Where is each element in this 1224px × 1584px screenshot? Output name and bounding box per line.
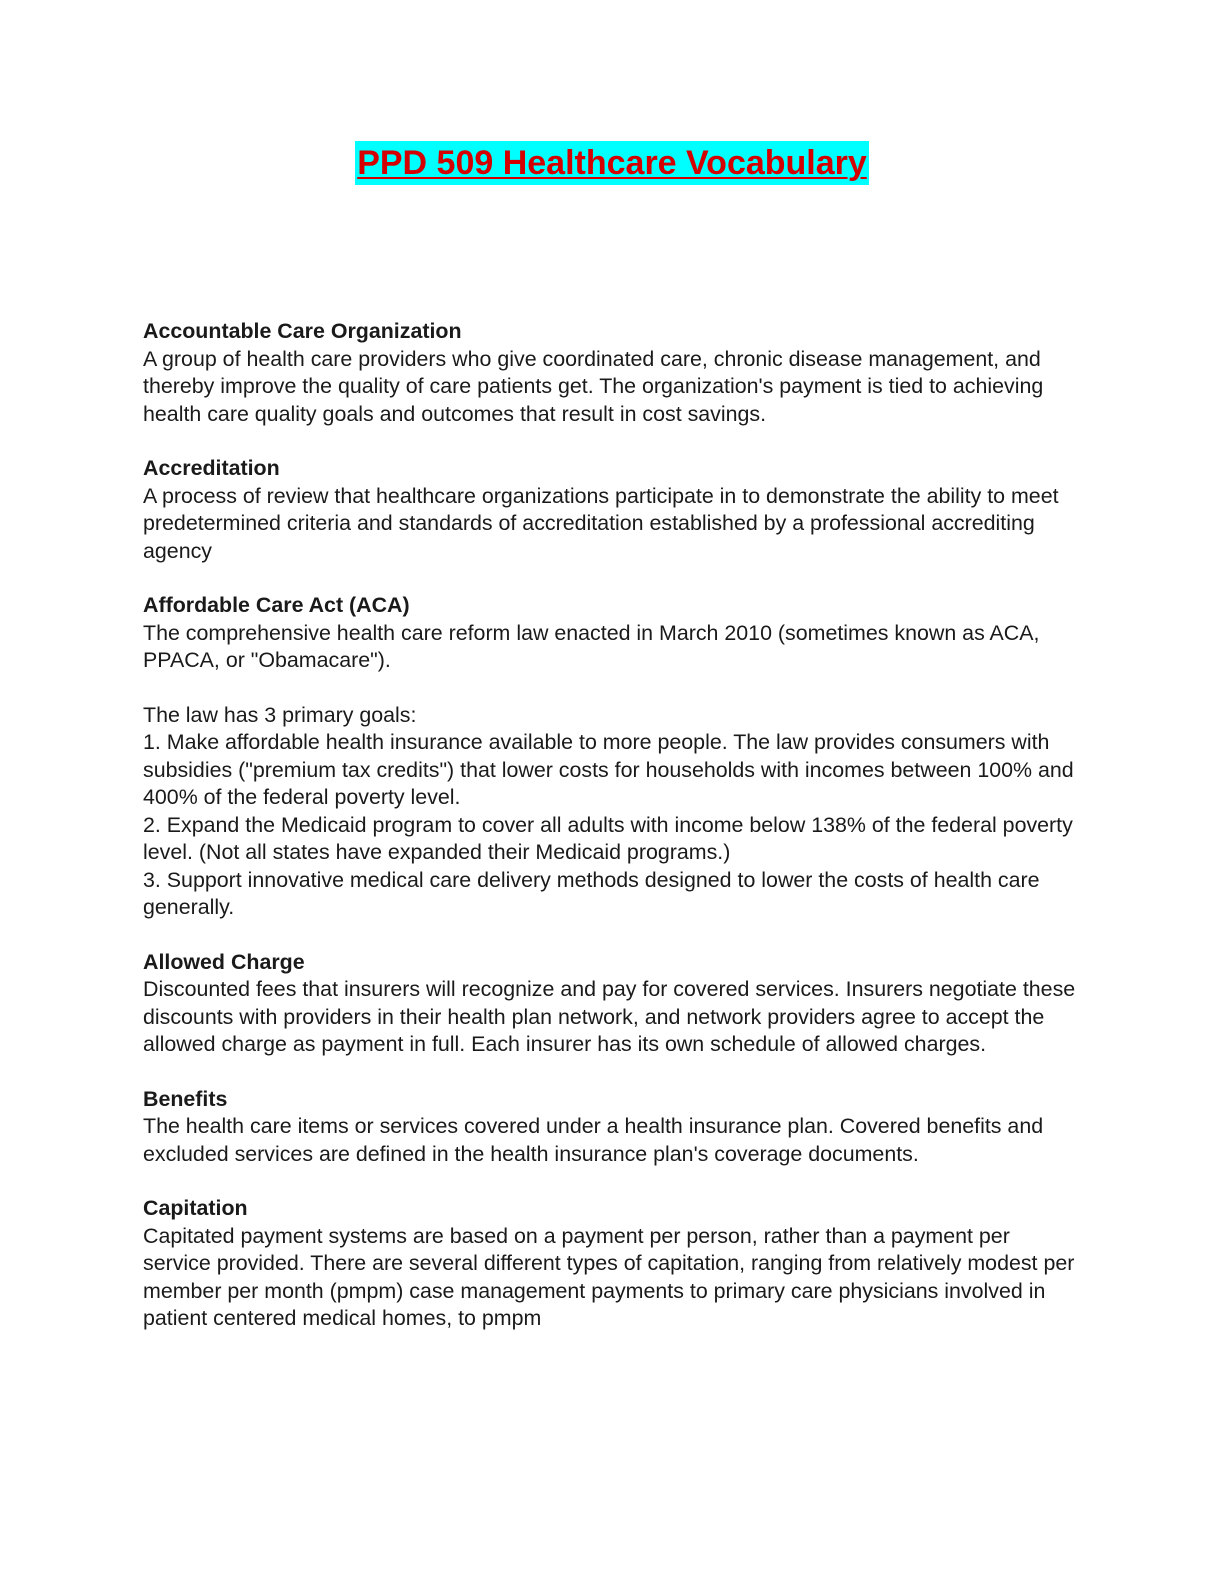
vocab-entry-capitation <box>143 1195 1078 1333</box>
vocab-term: Capitation <box>143 1196 248 1220</box>
vocabulary-list <box>143 318 1078 1360</box>
page-title: PPD 509 Healthcare Vocabulary <box>355 141 869 185</box>
vocab-term: Affordable Care Act (ACA) <box>143 593 410 617</box>
goal-item: 3. Support innovative medical care delivery methods designed to lower the costs of health care generally. <box>143 867 1040 919</box>
vocab-definition: The comprehensive health care reform law enacted in March 2010 (sometimes known as ACA, PPACA, or "Obamacare"). <box>143 620 1040 672</box>
vocab-entry-accountable-care-organization <box>143 318 1078 428</box>
vocab-definition: The health care items or services covered under a health insurance plan. Covered benefits and excluded services are defined in the health insurance plan's coverage documents. <box>143 1114 1044 1166</box>
vocab-entry-affordable-care-act <box>143 592 1078 922</box>
vocab-entry-benefits <box>143 1086 1078 1169</box>
goals-intro: The law has 3 primary goals: <box>143 702 417 727</box>
goal-item: 1. Make affordable health insurance available to more people. The law provides consumers with subsidies ("premium tax credits") that lower costs for households with incomes between 100% and 400% of the federal poverty level. <box>143 730 1074 809</box>
vocab-term: Allowed Charge <box>143 949 305 974</box>
vocab-definition: Capitated payment systems are based on a payment per person, rather than a payment per service provided. There are several different types of capitation, ranging from relatively modest per member per month (pmpm) case management payments to primary care physicians involved in patient centered medical homes, to pmpm <box>143 1223 1075 1330</box>
vocab-term: Accountable Care Organization <box>143 319 462 343</box>
title-container <box>0 141 1224 185</box>
vocab-definition: A group of health care providers who give coordinated care, chronic disease management, and thereby improve the quality of care patients get. The organization's payment is tied to achieving health care quality goals and outcomes that result in cost savings. <box>143 346 1044 426</box>
vocab-term: Benefits <box>143 1086 228 1111</box>
vocab-definition: A process of review that healthcare organizations participate in to demonstrate the ability to meet predetermined criteria and standards of accreditation established by a professional accrediting agency <box>143 483 1059 563</box>
goal-item: 2. Expand the Medicaid program to cover all adults with income below 138% of the federal poverty level. (Not all states have expanded their Medicaid programs.) <box>143 812 1073 864</box>
vocab-entry-accreditation <box>143 455 1078 565</box>
vocab-term: Accreditation <box>143 456 280 480</box>
vocab-definition: Discounted fees that insurers will recognize and pay for covered services. Insurers negotiate these discounts with providers in their health plan network, and network providers agree to accept the allowed charge as payment in full. Each insurer has its own schedule of allowed charges. <box>143 977 1076 1056</box>
vocab-entry-allowed-charge <box>143 949 1078 1059</box>
